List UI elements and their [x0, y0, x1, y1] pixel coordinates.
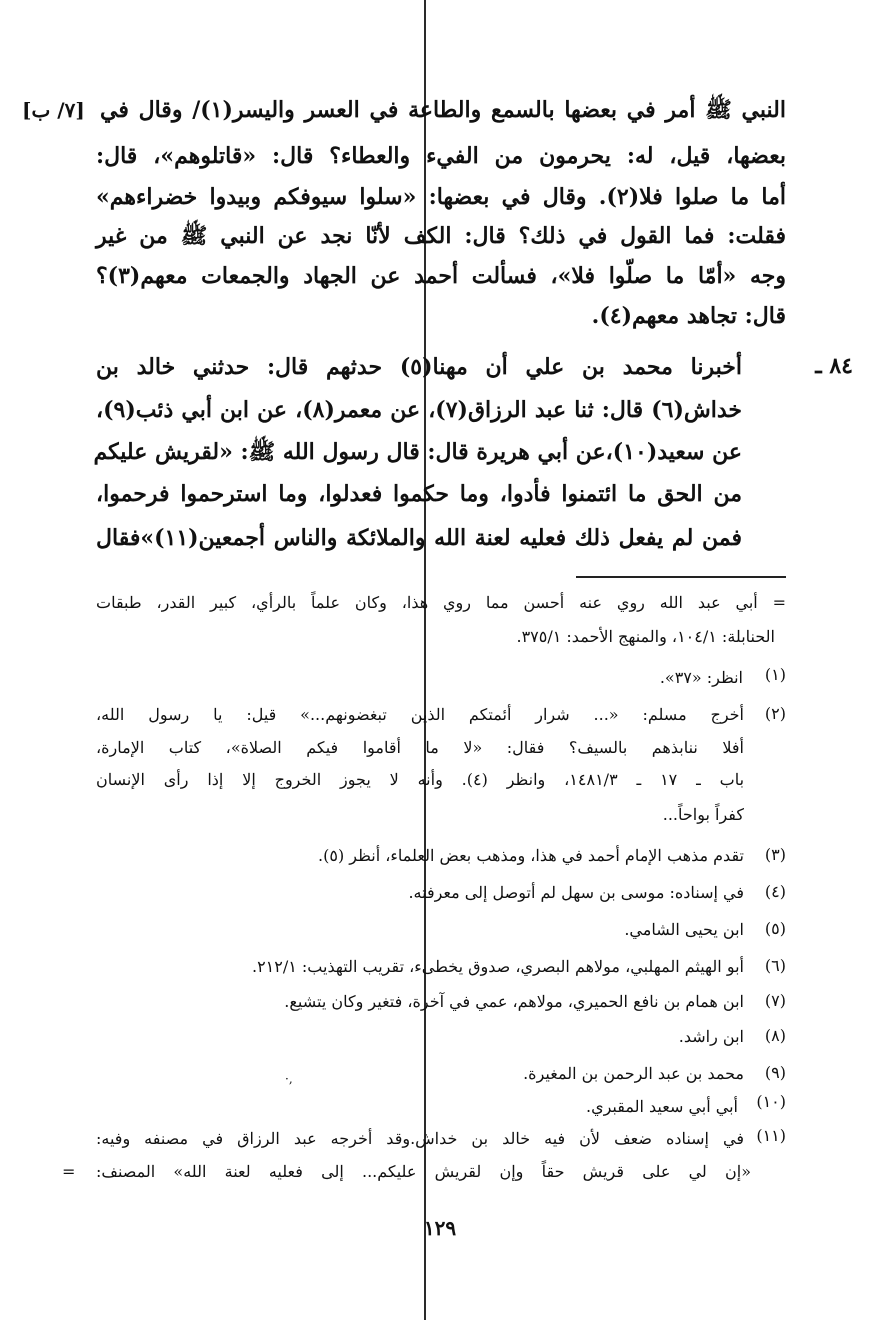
paragraph-line: خداش(٦) قال: ثنا عبد الرزاق(٧)، عن معمر(٨)، عن ابن أبي ذئب(٩)،: [96, 397, 742, 423]
footnote-number: (١١): [756, 1126, 786, 1145]
footnote-text: أبو الهيثم المهلبي، مولاهم البصري، صدوق يخطىء، تقريب التهذيب: ٢١٢/١.: [251, 957, 744, 976]
footnote-number: (٢): [764, 704, 786, 723]
footnote-text: في إسناده: موسى بن سهل لم أتوصل إلى معرفته.: [408, 883, 744, 902]
print-speck: ·,: [285, 1072, 293, 1086]
footnote-text: «إن لي على قريش حقاً وإن لقريش عليكم... إلى فعليه لعنة الله» المصنف:: [96, 1162, 751, 1181]
footnote-text: في إسناده ضعف لأن فيه خالد بن خداش.وقد أخرجه عبد الرزاق في مصنفه وفيه:: [96, 1129, 744, 1148]
footnote-number: (٧): [764, 991, 786, 1010]
footnote-text: كفراً بواحاً...: [662, 805, 744, 824]
footnote-number: (١): [764, 665, 786, 684]
footnote-text: ابن راشد.: [678, 1027, 744, 1046]
footnote-text: انظر: «٣٧».: [659, 668, 743, 687]
footnote-number: (٤): [764, 882, 786, 901]
footnote-continuation-line: = أبي عبد الله روي عنه أحسن مما روي هذا، وكان علماً بالرأي، كبير القدر، طبقات: [96, 593, 786, 612]
footnote-number: (١٠): [756, 1092, 786, 1111]
footnote-number: (٣): [764, 845, 786, 864]
footnote-text: أفلا ننابذهم بالسيف؟ فقال: «لا ما أقاموا فيكم الصلاة»، كتاب الإمارة،: [96, 738, 744, 757]
paragraph-line: من الحق ما ائتمنوا فأدوا، وما حكموا فعدلوا، وما استرحموا فرحموا،: [96, 481, 742, 507]
footnote-text: أبي أبي سعيد المقبري.: [585, 1097, 738, 1116]
paragraph-number: ٨٤ ـ: [815, 353, 853, 379]
margin-folio-note: [٧/ ب]: [22, 98, 85, 122]
footnote-number: (٨): [764, 1026, 786, 1045]
paragraph-line: فمن لم يفعل ذلك فعليه لعنة الله والملائكة والناس أجمعين(١١)»فقال: [96, 525, 742, 551]
main-text-line: أما ما صلوا فلا(٢). وقال في بعضها: «سلوا سيوفكم وبيدوا خضراءهم»: [96, 184, 786, 210]
footnote-text: تقدم مذهب الإمام أحمد في هذا، ومذهب بعض العلماء، أنظر (٥).: [318, 846, 744, 865]
footnote-number: (٥): [764, 919, 786, 938]
footnote-text: ابن يحيى الشامي.: [624, 920, 744, 939]
footnote-text: أخرج مسلم: «... شرار أئمتكم الذين تبغضونهم...» قيل: يا رسول الله،: [96, 705, 744, 724]
main-text-line: فقلت: فما القول في ذلك؟ قال: الكف لأنّا نجد عن النبي ﷺ من غير: [96, 223, 786, 249]
page-number: ١٢٩: [423, 1216, 457, 1240]
footnote-text: محمد بن عبد الرحمن بن المغيرة.: [523, 1064, 744, 1083]
footnote-number: (٩): [764, 1063, 786, 1082]
main-text-line: بعضها، قيل، له: يحرمون من الفيء والعطاء؟ قال: «قاتلوهم»، قال:: [96, 143, 786, 169]
main-text-line: قال: تجاهد معهم(٤).: [591, 303, 786, 329]
footnote-continuation-line: الحنابلة: ١٠٤/١، والمنهج الأحمد: ٣٧٥/١.: [516, 627, 775, 646]
main-text-line: النبي ﷺ أمر في بعضها بالسمع والطاعة في العسر واليسر(١)/ وقال في: [100, 97, 786, 123]
footnote-number: (٦): [764, 956, 786, 975]
footnote-text: باب ـ ١٧ ـ ١٤٨١/٣، وانظر (٤). وأنه لا يجوز الخروج إلا إذا رأى الإنسان: [96, 770, 745, 789]
footnote-text: ابن همام بن نافع الحميري، مولاهم، عمي في آخرة، فتغير وكان يتشيع.: [284, 992, 744, 1011]
footnote-separator: [576, 576, 786, 578]
paragraph-line: أخبرنا محمد بن علي أن مهنا(٥) حدثهم قال: حدثني خالد بن: [96, 354, 742, 380]
continuation-mark: =: [62, 1162, 76, 1181]
main-text-line: وجه «أمّا ما صلّوا فلا»، فسألت أحمد عن الجهاد والجمعات معهم(٣)؟: [96, 263, 786, 289]
paragraph-line: عن سعيد(١٠)،عن أبي هريرة قال: قال رسول الله ﷺ: «لقريش عليكم: [93, 439, 742, 465]
